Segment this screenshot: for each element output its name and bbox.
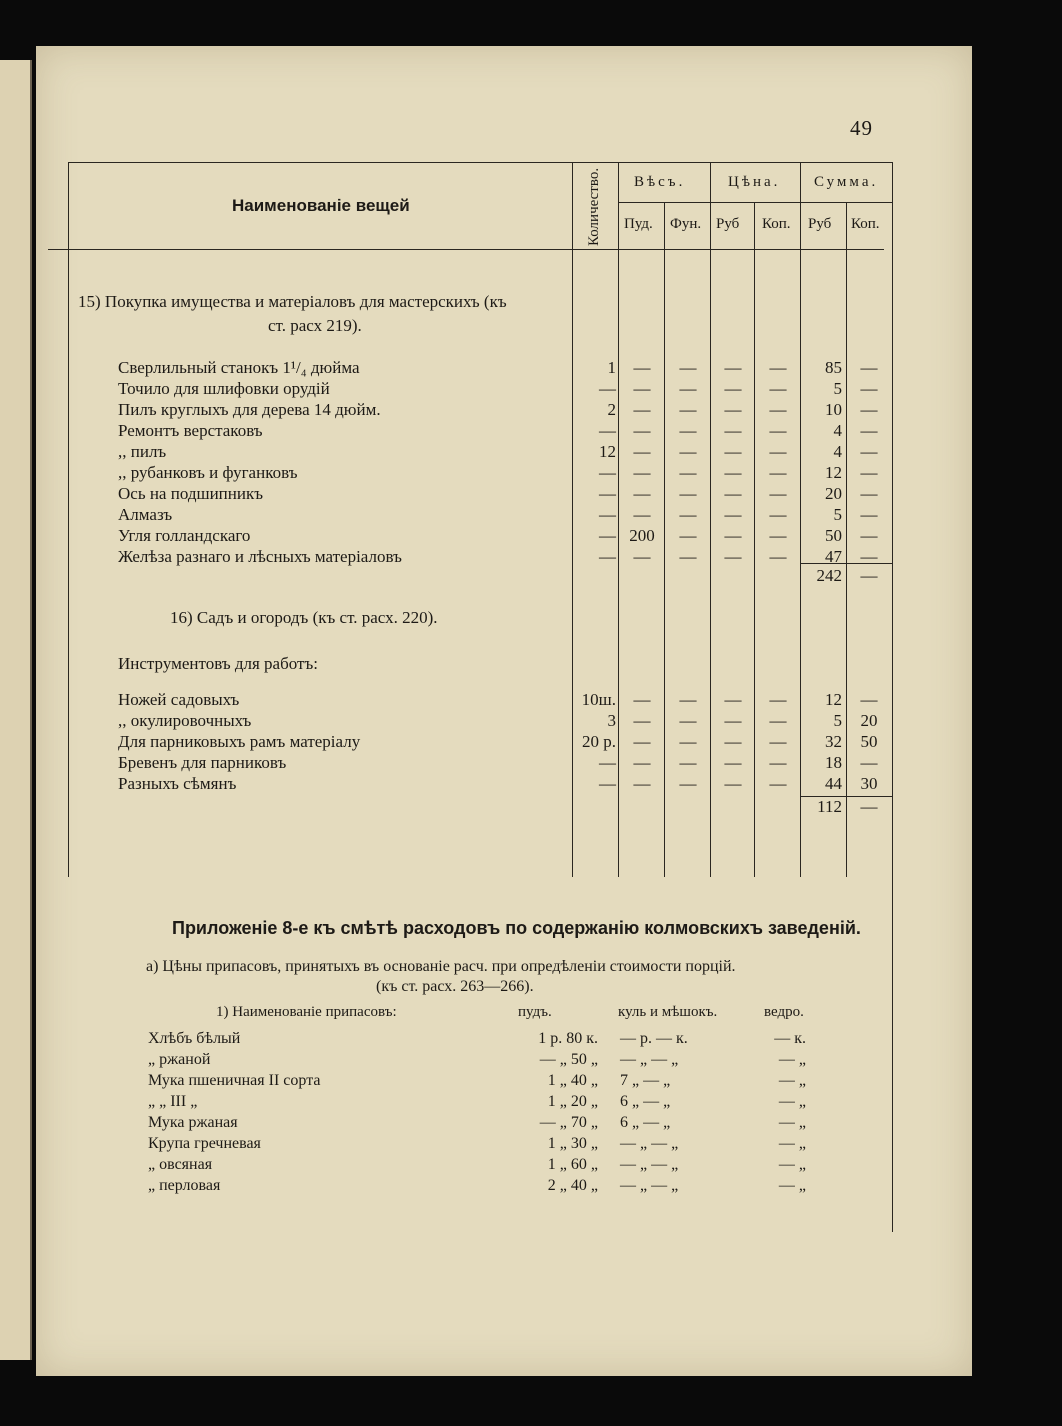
row-pud: — <box>633 484 651 503</box>
appendix-row-vedro: — „ <box>778 1051 806 1068</box>
appendix-row-name: Мука ржаная <box>148 1114 238 1131</box>
appendix-subtitle-cont: (къ ст. расх. 263—266). <box>376 978 534 995</box>
col-divider-pud <box>618 162 619 877</box>
row-fun: — <box>679 732 697 751</box>
row-pud: — <box>633 358 651 377</box>
appendix-row-name: Мука пшеничная II сорта <box>148 1072 321 1089</box>
row-qty: — <box>599 463 616 482</box>
row-fun: — <box>679 774 697 793</box>
row-sum-kop: 30 <box>860 774 878 793</box>
header-rub: Руб <box>716 216 740 232</box>
header-name: Наименованіе вещей <box>232 196 410 215</box>
row-rub: — <box>724 711 742 730</box>
header-quantity: Количество. <box>586 167 602 246</box>
appendix-row-pud: 1 „ 30 „ <box>547 1135 598 1152</box>
row-kop: — <box>769 463 787 482</box>
header-fun: Фун. <box>670 216 702 232</box>
row-qty: — <box>599 753 616 772</box>
appendix-row-vedro: — к. <box>774 1030 806 1047</box>
header-sum-rub: Руб <box>808 216 832 232</box>
row-sum-kop: — <box>860 505 878 524</box>
appendix-col-vedro: ведро. <box>764 1004 804 1020</box>
row-sum-rub: 4 <box>833 421 842 440</box>
row-fun: — <box>679 442 697 461</box>
appendix-row-vedro: — „ <box>778 1114 806 1131</box>
row-name: Ножей садовыхъ <box>118 690 240 709</box>
row-sum-kop: — <box>860 400 878 419</box>
row-fun: — <box>679 526 697 545</box>
row-kop: — <box>769 505 787 524</box>
header-weight: Вѣсъ. <box>634 174 686 190</box>
row-pud: — <box>633 774 651 793</box>
row-qty: 1 <box>607 358 616 377</box>
row-sum-kop: — <box>860 379 878 398</box>
row-name: Ремонтъ верстаковъ <box>118 421 263 440</box>
row-rub: — <box>724 547 742 566</box>
row-sum-rub: 5 <box>833 711 842 730</box>
row-kop: — <box>769 358 787 377</box>
row-sum-rub: 12 <box>825 463 842 482</box>
row-rub: — <box>724 463 742 482</box>
col-divider-kop <box>754 202 755 877</box>
row-pud: — <box>633 421 651 440</box>
row-fun: — <box>679 690 697 709</box>
section-15-total-rub: 242 <box>816 566 842 585</box>
row-rub: — <box>724 774 742 793</box>
row-sum-rub: 47 <box>825 547 842 566</box>
header-sum: Сумма. <box>814 174 879 190</box>
row-name: ,, пилъ <box>118 442 167 461</box>
row-qty: — <box>599 421 616 440</box>
appendix-row-kul: — р. — к. <box>620 1030 688 1047</box>
col-divider-fun <box>664 202 665 877</box>
row-rub: — <box>724 505 742 524</box>
appendix-row-name: Крупа гречневая <box>148 1135 261 1152</box>
appendix-row-vedro: — „ <box>778 1177 806 1194</box>
row-rub: — <box>724 753 742 772</box>
row-sum-rub: 12 <box>825 690 842 709</box>
row-pud: — <box>633 547 651 566</box>
row-kop: — <box>769 690 787 709</box>
row-name: Желѣза разнаго и лѣсныхъ матеріаловъ <box>118 547 402 566</box>
appendix-row-kul: — „ — „ <box>620 1177 679 1194</box>
appendix-row-kul: — „ — „ <box>620 1135 679 1152</box>
row-qty: 20 р. <box>582 732 616 751</box>
row-kop: — <box>769 421 787 440</box>
appendix-title: Приложеніе 8-е къ смѣтѣ расходовъ по содержанію колмовскихъ заведеній. <box>172 918 861 938</box>
row-pud: — <box>633 442 651 461</box>
section-16-total-kop: — <box>860 797 878 816</box>
row-rub: — <box>724 526 742 545</box>
section-15-total-kop: — <box>860 566 878 585</box>
row-rub: — <box>724 732 742 751</box>
appendix-row-vedro: — „ <box>778 1135 806 1152</box>
row-name: Угля голландскаго <box>118 526 251 545</box>
row-qty: — <box>599 774 616 793</box>
row-rub: — <box>724 358 742 377</box>
row-rub: — <box>724 421 742 440</box>
row-pud: 200 <box>629 526 655 545</box>
row-sum-rub: 18 <box>825 753 842 772</box>
row-rub: — <box>724 690 742 709</box>
row-pud: — <box>633 379 651 398</box>
row-qty: — <box>599 379 616 398</box>
row-sum-rub: 5 <box>833 379 842 398</box>
row-sum-kop: 50 <box>860 732 878 751</box>
row-kop: — <box>769 753 787 772</box>
header-sum-kop: Коп. <box>851 216 880 232</box>
header-kop: Коп. <box>762 216 791 232</box>
appendix-row-name: „ овсяная <box>148 1156 213 1173</box>
row-qty: 2 <box>607 400 616 419</box>
row-fun: — <box>679 711 697 730</box>
row-pud: — <box>633 711 651 730</box>
row-name: ,, окулировочныхъ <box>118 711 252 730</box>
row-sum-rub: 44 <box>825 774 842 793</box>
appendix-col-kul: куль и мѣшокъ. <box>618 1004 718 1020</box>
row-sum-rub: 85 <box>825 358 842 377</box>
appendix-row-vedro: — „ <box>778 1093 806 1110</box>
appendix-row-pud: 1 „ 60 „ <box>547 1156 598 1173</box>
row-sum-kop: — <box>860 421 878 440</box>
appendix-row-name: „ перловая <box>148 1177 221 1194</box>
appendix-row-pud: 1 „ 20 „ <box>547 1093 598 1110</box>
row-pud: — <box>633 505 651 524</box>
row-sum-rub: 20 <box>825 484 842 503</box>
row-kop: — <box>769 732 787 751</box>
row-pud: — <box>633 690 651 709</box>
row-name: Для парниковыхъ рамъ матеріалу <box>118 732 361 751</box>
appendix-row-vedro: — „ <box>778 1156 806 1173</box>
appendix-row-name: „ „ III „ <box>148 1093 198 1110</box>
row-sum-rub: 32 <box>825 732 842 751</box>
row-name: Бревенъ для парниковъ <box>118 753 287 772</box>
section-16-total-rub: 112 <box>817 797 842 816</box>
row-rub: — <box>724 484 742 503</box>
row-sum-kop: 20 <box>860 711 878 730</box>
section-15-total-line <box>800 563 892 564</box>
appendix-row-kul: 7 „ — „ <box>620 1072 671 1089</box>
row-qty: 12 <box>599 442 616 461</box>
appendix-row-kul: — „ — „ <box>620 1051 679 1068</box>
row-qty: — <box>599 484 616 503</box>
row-fun: — <box>679 421 697 440</box>
appendix-row-kul: — „ — „ <box>620 1156 679 1173</box>
row-sum-kop: — <box>860 526 878 545</box>
row-name: ,, рубанковъ и фуганковъ <box>118 463 298 482</box>
row-sum-kop: — <box>860 753 878 772</box>
appendix-col-pud: пудъ. <box>518 1004 552 1020</box>
table-top-border <box>68 162 892 163</box>
row-name: Пилъ круглыхъ для дерева 14 дюйм. <box>118 400 381 419</box>
appendix-row-pud: 1 „ 40 „ <box>547 1072 598 1089</box>
subheader-line <box>618 202 892 203</box>
row-kop: — <box>769 774 787 793</box>
row-fun: — <box>679 505 697 524</box>
col-divider-rub <box>710 162 711 877</box>
col-divider-sumkop <box>846 202 847 877</box>
row-pud: — <box>633 463 651 482</box>
row-fun: — <box>679 753 697 772</box>
row-name: Алмазъ <box>118 505 173 524</box>
appendix-row-pud: 2 „ 40 „ <box>547 1177 598 1194</box>
appendix-row-name: „ ржаной <box>148 1051 211 1068</box>
row-sum-rub: 4 <box>833 442 842 461</box>
row-sum-kop: — <box>860 484 878 503</box>
row-kop: — <box>769 379 787 398</box>
appendix-row-pud: — „ 50 „ <box>539 1051 598 1068</box>
row-kop: — <box>769 711 787 730</box>
row-pud: — <box>633 732 651 751</box>
row-fun: — <box>679 463 697 482</box>
row-qty: — <box>599 547 616 566</box>
table-right-border <box>892 162 893 1232</box>
row-kop: — <box>769 526 787 545</box>
row-rub: — <box>724 442 742 461</box>
document-page <box>36 46 972 1376</box>
col-divider-qty <box>572 162 573 877</box>
row-name: Разныхъ сѣмянъ <box>118 774 237 793</box>
row-kop: — <box>769 442 787 461</box>
row-fun: — <box>679 547 697 566</box>
row-kop: — <box>769 400 787 419</box>
row-fun: — <box>679 484 697 503</box>
row-sum-kop: — <box>860 442 878 461</box>
appendix-row-kul: 6 „ — „ <box>620 1093 671 1110</box>
section-15-title-cont: ст. расх 219). <box>268 316 362 335</box>
row-rub: — <box>724 400 742 419</box>
section-16-subtitle: Инструментовъ для работъ: <box>118 654 318 673</box>
row-sum-kop: — <box>860 463 878 482</box>
table-left-border <box>68 162 69 877</box>
appendix-row-pud: — „ 70 „ <box>539 1114 598 1131</box>
row-rub: — <box>724 379 742 398</box>
page-number: 49 <box>850 116 873 140</box>
row-sum-kop: — <box>860 547 878 566</box>
appendix-row-name: Хлѣбъ бѣлый <box>148 1030 241 1047</box>
row-sum-rub: 10 <box>825 400 842 419</box>
row-qty: 10ш. <box>581 690 616 709</box>
row-kop: — <box>769 547 787 566</box>
previous-page-edge <box>0 60 32 1360</box>
row-sum-rub: 5 <box>833 505 842 524</box>
row-pud: — <box>633 400 651 419</box>
row-qty: — <box>599 505 616 524</box>
appendix-row-kul: 6 „ — „ <box>620 1114 671 1131</box>
row-kop: — <box>769 484 787 503</box>
header-bottom-border <box>48 249 884 250</box>
appendix-row-pud: 1 р. 80 к. <box>538 1030 598 1047</box>
row-pud: — <box>633 753 651 772</box>
section-16-title: 16) Садъ и огородъ (къ ст. расх. 220). <box>170 608 438 627</box>
appendix-subtitle: а) Цѣны припасовъ, принятыхъ въ основаніе расч. при опредѣленіи стоимости порцій. <box>146 958 736 975</box>
row-qty: 3 <box>607 711 616 730</box>
row-name: Сверлильный станокъ 1¹/₄ дюйма <box>118 358 360 377</box>
row-sum-kop: — <box>860 358 878 377</box>
row-sum-kop: — <box>860 690 878 709</box>
row-name: Ось на подшипникъ <box>118 484 264 503</box>
section-15-title: 15) Покупка имущества и матеріаловъ для мастерскихъ (къ <box>78 292 507 311</box>
row-fun: — <box>679 379 697 398</box>
header-pud: Пуд. <box>624 216 653 232</box>
row-qty: — <box>599 526 616 545</box>
header-price: Цѣна. <box>728 174 781 190</box>
appendix-row-vedro: — „ <box>778 1072 806 1089</box>
row-fun: — <box>679 400 697 419</box>
row-sum-rub: 50 <box>825 526 842 545</box>
appendix-col-name: 1) Наименованіе припасовъ: <box>216 1004 397 1020</box>
row-name: Точило для шлифовки орудій <box>118 379 330 398</box>
row-fun: — <box>679 358 697 377</box>
